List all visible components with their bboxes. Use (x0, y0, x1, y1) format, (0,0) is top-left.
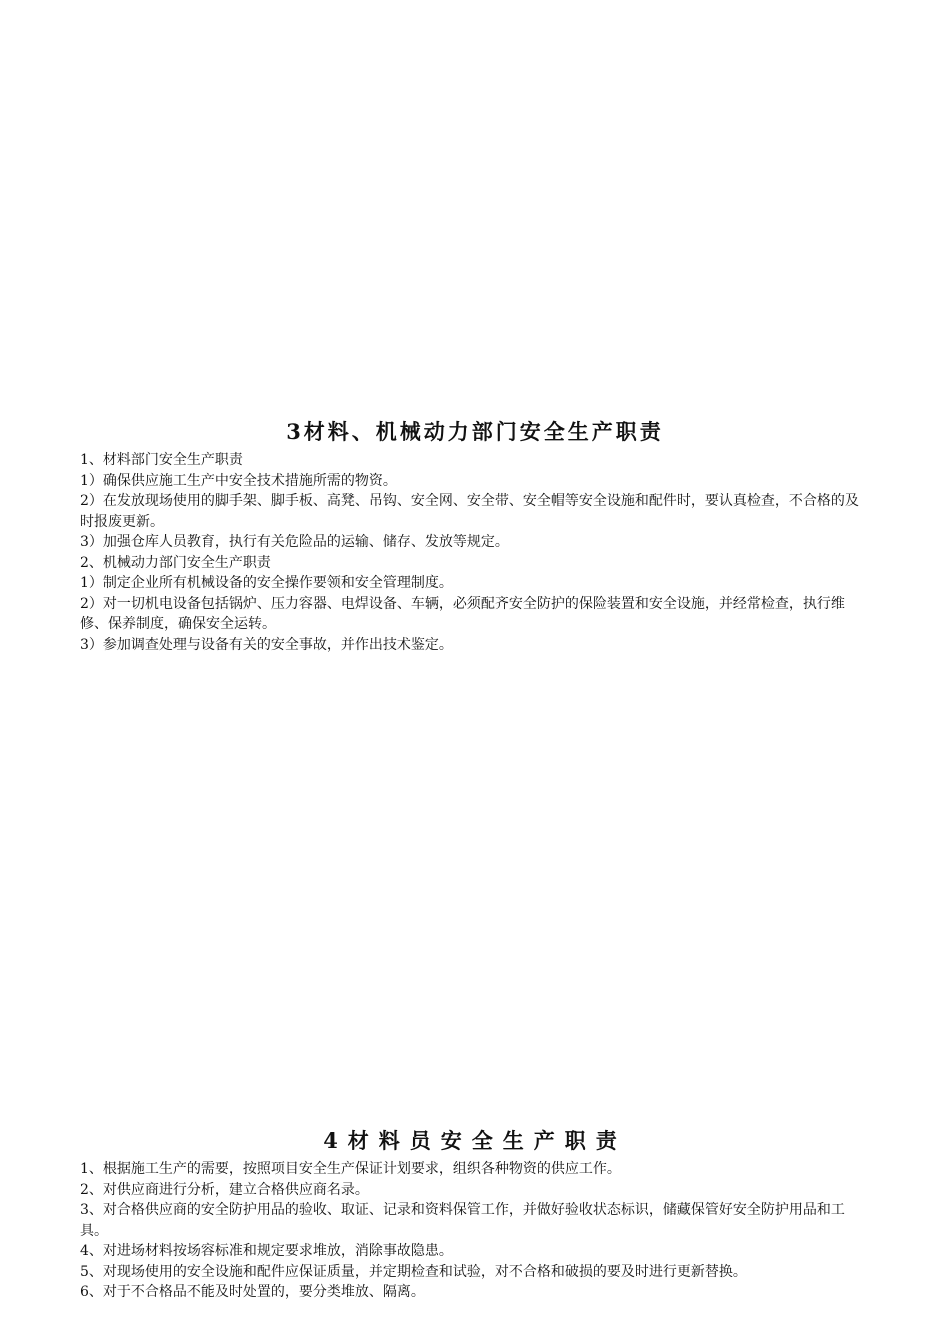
paragraph-line: 3）参加调查处理与设备有关的安全事故，并作出技术鉴定。 (80, 636, 453, 653)
paragraph-line: 1）确保供应施工生产中安全技术措施所需的物资。 (80, 472, 397, 489)
paragraph-line: 6、对于不合格品不能及时处置的，要分类堆放、隔离。 (80, 1284, 425, 1300)
paragraph-line: 2、机械动力部门安全生产职责 (80, 554, 271, 571)
section-material-machinery-duties (80, 418, 870, 655)
paragraph-line: 2）在发放现场使用的脚手架、脚手板、高凳、吊钩、安全网、安全带、安全帽等安全设施和配件时，要认真检查，不合格的及时报废更新。 (80, 493, 859, 530)
section-title: 3材料、机械动力部门安全生产职责 (286, 419, 664, 444)
paragraph-line: 3）加强仓库人员教育，执行有关危险品的运输、储存、发放等规定。 (80, 534, 509, 550)
paragraph-line: 5、对现场使用的安全设施和配件应保证质量，并定期检查和试验，对不合格和破损的要及时进行更新替换。 (80, 1263, 747, 1280)
paragraph-line: 3、对合格供应商的安全防护用品的验收、取证、记录和资料保管工作，并做好验收状态标识，储藏保管好安全防护用品和工具。 (80, 1202, 845, 1239)
section-title: 4材料员安全生产职责 (323, 1128, 627, 1153)
section-material-staff-duties (80, 1127, 870, 1303)
paragraph-line: 2）对一切机电设备包括锅炉、压力容器、电焊设备、车辆，必须配齐安全防护的保险装置和安全设施，并经常检查，执行维修、保养制度，确保安全运转。 (80, 595, 845, 632)
paragraph-line: 2、对供应商进行分析，建立合格供应商名录。 (80, 1181, 369, 1198)
paragraph-line: 4、对进场材料按场容标准和规定要求堆放，消除事故隐患。 (80, 1243, 453, 1259)
paragraph-line: 1）制定企业所有机械设备的安全操作要领和安全管理制度。 (80, 575, 453, 591)
paragraph-line: 1、材料部门安全生产职责 (80, 452, 243, 468)
paragraph-line: 1、根据施工生产的需要，按照项目安全生产保证计划要求，组织各种物资的供应工作。 (80, 1161, 621, 1177)
